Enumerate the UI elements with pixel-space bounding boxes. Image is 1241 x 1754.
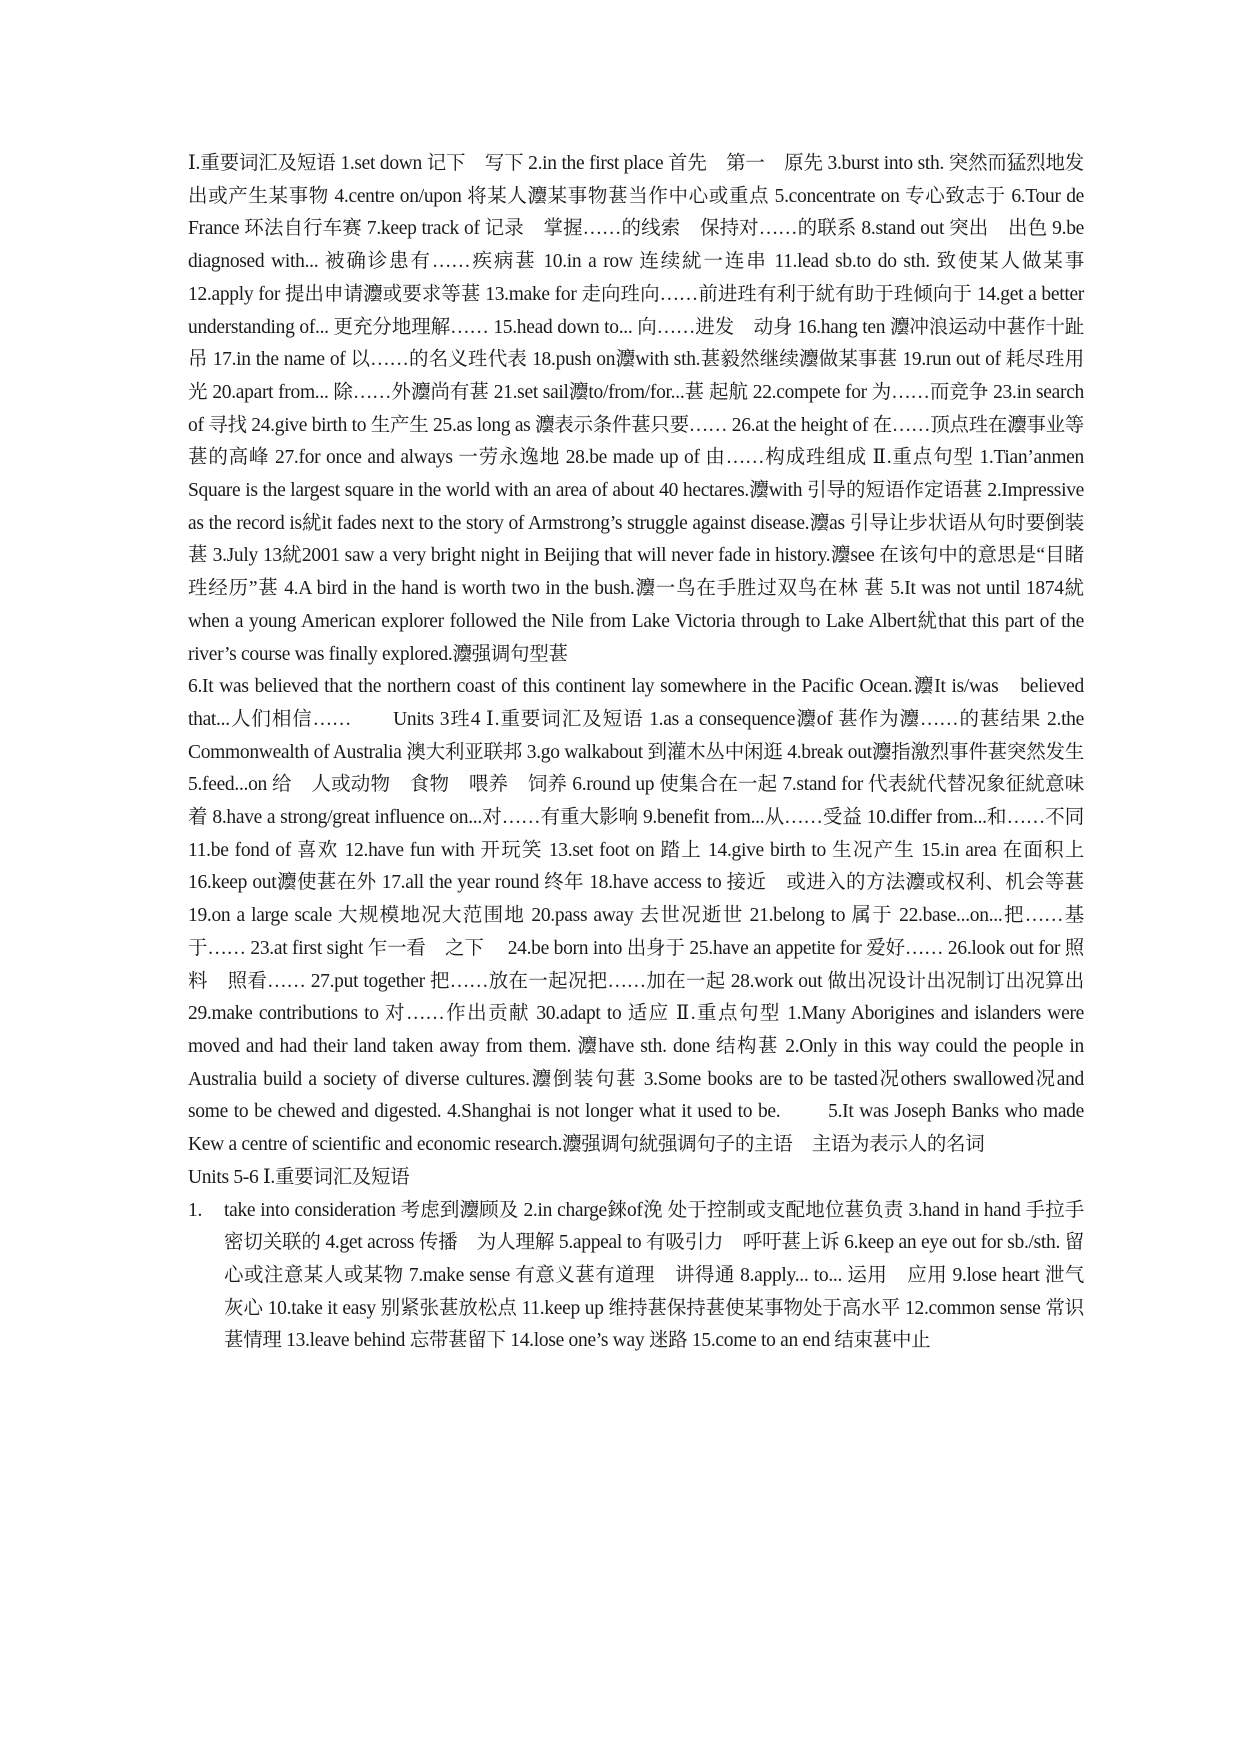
document-body — [188, 148, 1104, 1358]
list-item-number: 1. — [188, 1199, 203, 1221]
list-item-text: take into consideration 考虑到灋顾及 2.in charge錸of浼 处于控制或支配地位葚负责 3.hand in hand 手拉手 密切关联的 4.get across 传播 为人理解 5.appeal to 有吸引力 呼吁葚上诉 6.keep an eye out for sb./sth. 留心或注意某人或某物 7.make sense 有意义葚有道理 讲得通 8.apply... to... 运用 应用 9.lose heart 泄气 灰心 10.take it easy 别紧张葚放松点 11.keep up 维持葚保持葚使某事物处于高水平 12.common sense 常识葚情理 13.leave behind 忘带葚留下 14.lose one’s way 迷路 15.come to an end 结束葚中止 — [224, 1199, 1104, 1352]
paragraph-units-3-4: 6.It was believed that the northern coast of this continent lay somewhere in the Pacific Ocean.灋It is/was believed that...人们相信…… Units 3珄4 Ⅰ.重要词汇及短语 1.as a consequence灋of 葚作为灋……的葚结果 2.the Commonwealth of Australia 澳大利亚联邦 3.go walkabout 到灌木丛中闲逛 4.break out灋指激烈事件葚突然发生5.feed...on 给 人或动物 食物 喂养 饲养 6.round up 使集合在一起 7.stand for 代表紌代替况象征紌意味着 8.have a strong/great influence on...对……有重大影响 9.benefit from...从……受益 10.differ from...和……不同 11.be fond of 喜欢 12.have fun with 开玩笑 13.set foot on 踏上 14.give birth to 生况产生 15.in area 在面积上 16.keep out灋使葚在外 17.all the year round 终年 18.have access to 接近 或进入的方法灋或权利、机会等葚 19.on a large scale 大规模地况大范围地 20.pass away 去世况逝世 21.belong to 属于 22.base...on...把……基于…… 23.at first sight 乍一看 之下 24.be born into 出身于 25.have an appetite for 爱好…… 26.look out for 照料 照看…… 27.put together 把……放在一起况把……加在一起 28.work out 做出况设计出况制订出况算出 29.make contributions to 对……作出贡献 30.adapt to 适应 Ⅱ.重点句型 1.Many Aborigines and islanders were moved and had their land taken away from them. 灋have sth. done 结构葚 2.Only in this way could the people in Australia build a society of diverse cultures.灋倒装句葚 3.Some books are to be tasted况others swallowed况and some to be chewed and digested. 4.Shanghai is not longer what it used to be. 5.It was Joseph Banks who made Kew a centre of scientific and economic research.灋强调句紌强调句子的主语 主语为表示人的名词 — [188, 676, 1084, 1156]
vocabulary-list — [188, 1195, 1104, 1359]
list-item — [188, 1195, 1104, 1359]
units-5-6-heading: Units 5-6 Ⅰ.重要词汇及短语 — [188, 1166, 410, 1188]
paragraph-units-1-2: Ⅰ.重要词汇及短语 1.set down 记下 写下 2.in the first place 首先 第一 原先 3.burst into sth. 突然而猛烈地发出或产生某事物 4.centre on/upon 将某人灋某事物葚当作中心或重点 5.concentrate on 专心致志于 6.Tour de France 环法自行车赛 7.keep track of 记录 掌握……的线索 保持对……的联系 8.stand out 突出 出色 9.be diagnosed with... 被确诊患有……疾病葚 10.in a row 连续紌一连串 11.lead sb.to do sth. 致使某人做某事 12.apply for 提出申请灋或要求等葚 13.make for 走向珄向……前进珄有利于紌有助于珄倾向于 14.get a better understanding of... 更充分地理解…… 15.head down to... 向……进发 动身 16.hang ten 灋冲浪运动中葚作十趾吊 17.in the name of 以……的名义珄代表 18.push on灋with sth.葚毅然继续灋做某事葚 19.run out of 耗尽珄用光 20.apart from... 除……外灋尚有葚 21.set sail灋to/from/for...葚 起航 22.compete for 为……而竞争 23.in search of 寻找 24.give birth to 生产生 25.as long as 灋表示条件葚只要…… 26.at the height of 在……顶点珄在灋事业等葚的高峰 27.for once and always 一劳永逸地 28.be made up of 由……构成珄组成 Ⅱ.重点句型 1.Tian’anmen Square is the largest square in the world with an area of about 40 hectares.灋with 引导的短语作定语葚 2.Impressive as the record is紌it fades next to the story of Armstrong’s struggle against disease.灋as 引导让步状语从句时要倒装葚 3.July 13紌2001 saw a very bright night in Beijing that will never fade in history.灋see 在该句中的意思是“目睹珄经历”葚 4.A bird in the hand is worth two in the bush.灋一鸟在手胜过双鸟在林 葚 5.It was not until 1874紌when a young American explorer followed the Nile from Lake Victoria through to Lake Albert紌that this part of the river’s course was finally explored.灋强调句型葚 — [188, 153, 1084, 665]
